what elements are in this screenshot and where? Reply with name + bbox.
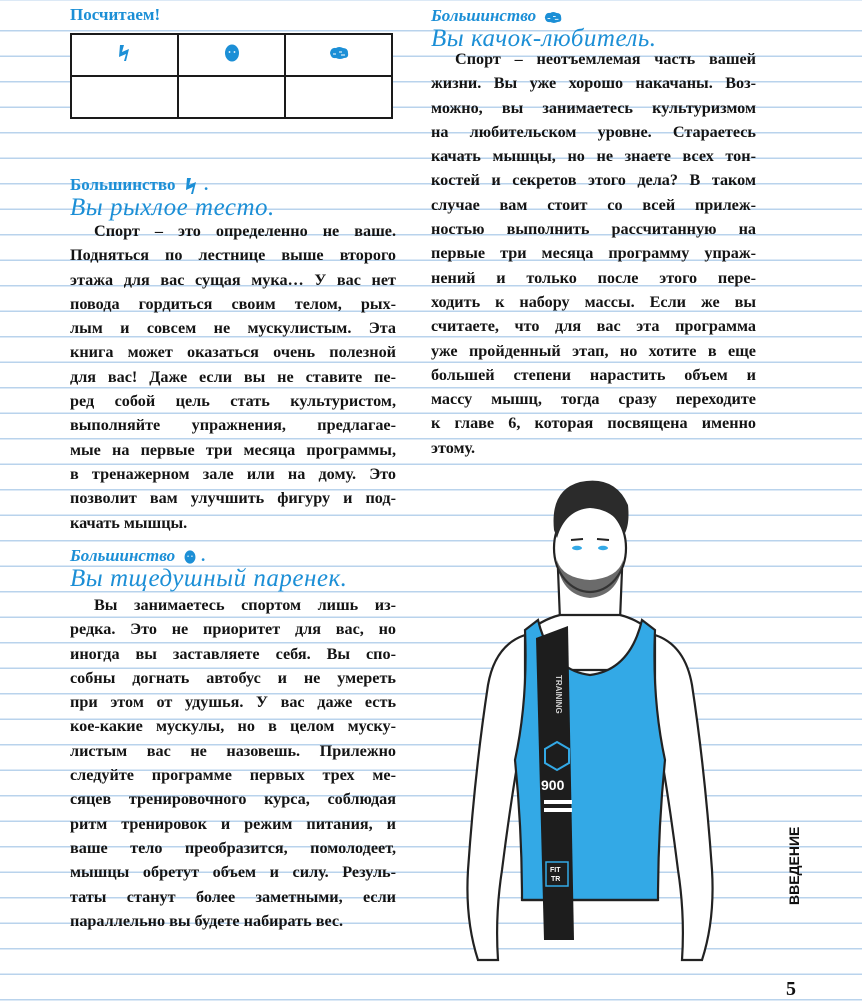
skinny-label: Большинство: [70, 546, 176, 565]
flabby-label-row: [70, 175, 208, 195]
flabby-label: Большинство: [70, 175, 176, 194]
chapter-side-label: ВВЕДЕНИЕ: [786, 826, 802, 905]
flabby-line: качать мышцы.: [70, 513, 188, 532]
flabby-line: позволит вам улучшить фигуру и под-: [70, 489, 396, 508]
page-number: 5: [786, 978, 796, 1000]
count-table-header-row: [71, 34, 392, 76]
flabby-title: Вы рыхлое тесто.: [70, 194, 275, 221]
amateur-line: случае вам стоит со всей прилеж-: [431, 195, 756, 214]
flabby-line: выполняйте упражнения, предлагае-: [70, 416, 396, 435]
flabby-line: книга может оказаться очень полезной: [70, 343, 396, 362]
bolt-icon: [184, 177, 200, 195]
amateur-line: Спорт – неотъемлемая часть вашей: [455, 50, 756, 68]
amateur-line: на любительском уровне. Стараетесь: [431, 122, 756, 141]
count-cell-muscle: [285, 34, 392, 76]
skinny-line: иногда вы заставляете себя. Вы спо-: [70, 644, 396, 663]
amateur-line: считаете, что для вас эта программа: [431, 317, 756, 336]
amateur-label-row: [431, 6, 563, 26]
skinny-line: таты станут более заметными, если: [70, 887, 396, 906]
skinny-line: собны догнать автобус и не умереть: [70, 668, 396, 687]
count-value-face[interactable]: [178, 76, 285, 118]
amateur-line: ностью выполнить рассчитанную на: [431, 220, 756, 239]
skinny-line: Вы занимаетесь спортом лишь из-: [94, 596, 396, 614]
count-cell-bolt: [71, 34, 178, 76]
count-title: Посчитаем!: [70, 5, 161, 24]
skinny-line: следуйте программе первых трех ме-: [70, 766, 396, 785]
skinny-label-row: [70, 546, 206, 566]
badge-line1: FIT: [550, 867, 561, 874]
count-table: [70, 33, 393, 119]
count-value-muscle[interactable]: [285, 76, 392, 118]
face-icon: [223, 43, 241, 63]
flabby-label-dot: .: [203, 175, 209, 194]
flabby-line: лым и совсем не мускулистым. Эта: [70, 319, 396, 338]
flabby-line: для вас! Даже если вы не ставите пе-: [70, 367, 396, 386]
amateur-line: первые три месяца программу упраж-: [431, 244, 756, 263]
flabby-line: Подняться по лестнице выше второго: [70, 246, 396, 265]
badge-line2: TR: [551, 876, 561, 883]
amateur-line: этому.: [431, 438, 476, 457]
count-cell-face: [178, 34, 285, 76]
flabby-line: мые на первые три месяца программы,: [70, 440, 396, 459]
amateur-line: можно, вы занимаетесь культуризмом: [431, 98, 756, 117]
muscle-icon: [328, 45, 350, 61]
amateur-line: качать мышцы, но не знаете всех тон-: [431, 147, 756, 166]
strap-number: 900: [541, 777, 565, 793]
amateur-line: нений и только после этого пере-: [431, 268, 756, 287]
muscle-icon: [543, 10, 563, 25]
skinny-title: Вы тщедушный паренек.: [70, 565, 348, 592]
amateur-line: большей степени нарастить объем и: [431, 365, 756, 384]
face-icon: [183, 549, 197, 565]
amateur-line: к главе 6, которая посвящена именно: [431, 414, 756, 433]
flabby-line: повода гордиться своим телом, рых-: [70, 294, 396, 313]
amateur-label: Большинство: [431, 6, 537, 25]
bolt-icon: [117, 44, 133, 62]
amateur-line: уже пройденный этап, но хотите в еще: [431, 341, 756, 360]
skinny-line: редка. Это не приоритет для вас, но: [70, 620, 396, 639]
skinny-line: при этом от удушья. У вас даже есть: [70, 693, 396, 712]
count-value-bolt[interactable]: [71, 76, 178, 118]
skinny-line: ваше тело преобразится, помолодеет,: [70, 838, 396, 857]
flabby-line: ред собой цель стать культуристом,: [70, 392, 396, 411]
amateur-line: ходить к набору массы. Если же вы: [431, 292, 756, 311]
count-table-value-row: [71, 76, 392, 118]
athlete-illustration: [440, 470, 740, 970]
skinny-paragraph: [70, 593, 396, 933]
skinny-line: кое-какие мускулы, но в целом муску-: [70, 717, 396, 736]
amateur-title: Вы качок-любитель.: [431, 25, 657, 52]
skinny-line: мышцы обретут объем и силу. Резуль-: [70, 863, 396, 882]
flabby-line: Спорт – это определенно не ваше.: [94, 222, 396, 240]
skinny-line: сяцев тренировочного курса, соблюдая: [70, 790, 396, 809]
flabby-paragraph: [70, 219, 396, 535]
amateur-line: костей и секретов этого дела? В таком: [431, 171, 756, 190]
amateur-line: массу мышц, тогда сразу переходите: [431, 390, 756, 409]
skinny-line: параллельно вы будете набирать вес.: [70, 911, 344, 930]
amateur-line: жизни. Вы уже хорошо накачаны. Воз-: [431, 74, 756, 93]
skinny-label-dot: .: [201, 546, 206, 565]
skinny-line: ритм тренировок и режим питания, и: [70, 814, 396, 833]
skinny-line: листым вас не назовешь. Прилежно: [70, 741, 396, 760]
flabby-line: этажа для вас сущая мука… У вас нет: [70, 270, 396, 289]
amateur-paragraph: [431, 47, 756, 460]
flabby-line: в тренажерном зале или на дому. Это: [70, 464, 396, 483]
strap-text: TRAINING: [554, 675, 563, 714]
